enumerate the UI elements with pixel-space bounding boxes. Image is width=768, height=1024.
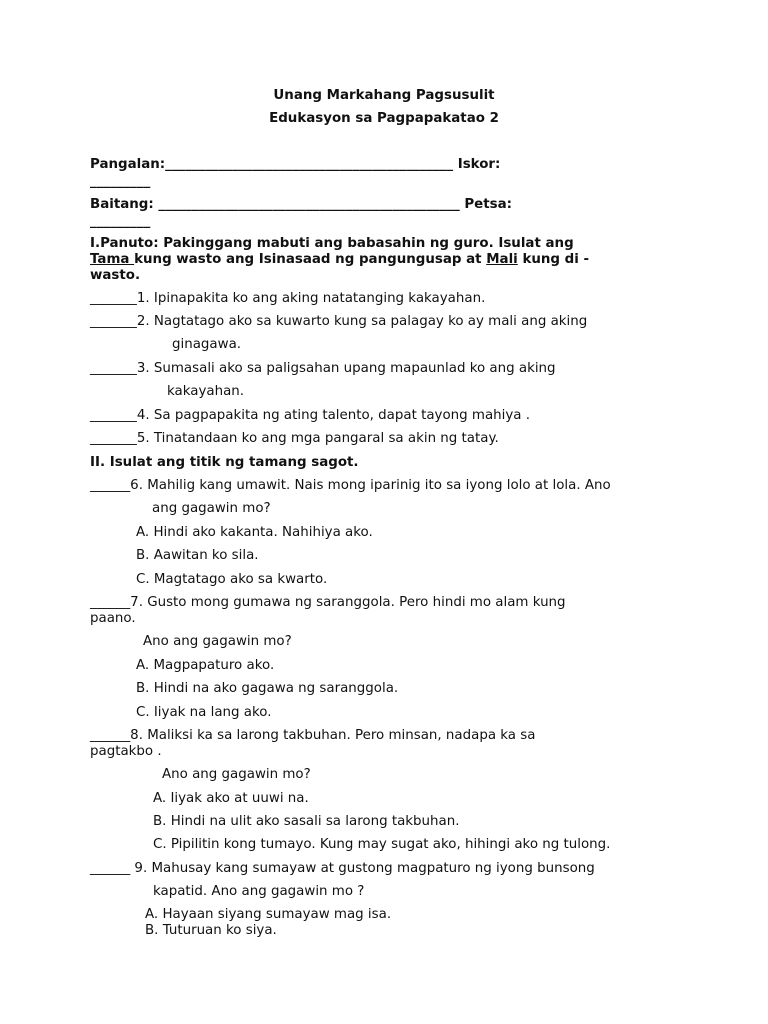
q7-option-c: C. Iiyak na lang ako. <box>136 705 272 720</box>
question-9: ______ 9. Mahusay kang sumayaw at gustong magpaturo ng iyong bunsong <box>90 861 595 876</box>
item-4: _______4. Sa pagpapakita ng ating talento, dapat tayong mahiya . <box>90 408 531 423</box>
item-1: _______1. Ipinapakita ko ang aking natatanging kakayahan. <box>90 291 486 306</box>
item-2: _______2. Nagtatago ako sa kuwarto kung sa palagay ko ay mali ang aking <box>90 314 588 329</box>
question-7-wrap: paano. <box>90 611 136 626</box>
q8-option-a: A. Iiyak ako at uuwi na. <box>153 791 309 806</box>
baitang-field: Baitang: _____________________________________________ Petsa: <box>90 197 513 212</box>
part2-heading: II. Isulat ang titik ng tamang sagot. <box>90 455 359 470</box>
mali-keyword: Mali <box>486 252 518 267</box>
pangalan-field-continued: _________ <box>90 174 151 189</box>
instruction-mid: kung wasto ang Isinasaad ng pangungusap at <box>134 252 487 267</box>
tama-keyword: Tama <box>90 252 135 267</box>
q9-option-b: B. Tuturuan ko siya. <box>145 923 277 938</box>
question-9-continued: kapatid. Ano ang gagawin mo ? <box>153 884 365 899</box>
exam-title: Unang Markahang Pagsusulit <box>273 88 495 103</box>
question-8-continued: Ano ang gagawin mo? <box>162 767 311 782</box>
q8-option-c: C. Pipilitin kong tumayo. Kung may sugat ako, hihingi ako ng tulong. <box>153 837 611 852</box>
part1-instruction-line2 <box>90 252 589 268</box>
q7-option-b: B. Hindi na ako gagawa ng saranggola. <box>136 681 399 696</box>
item-3-continued: kakayahan. <box>167 384 245 399</box>
q9-option-a: A. Hayaan siyang sumayaw mag isa. <box>145 907 392 922</box>
item-3: _______3. Sumasali ako sa paligsahan upang mapaunlad ko ang aking <box>90 361 556 376</box>
question-8: ______8. Maliksi ka sa larong takbuhan. Pero minsan, nadapa ka sa <box>90 728 536 743</box>
q8-option-b: B. Hindi na ulit ako sasali sa larong takbuhan. <box>153 814 460 829</box>
q6-option-c: C. Magtatago ako sa kwarto. <box>136 572 328 587</box>
exam-subtitle: Edukasyon sa Pagpapakatao 2 <box>269 111 499 126</box>
baitang-field-continued: _________ <box>90 214 151 229</box>
q6-option-b: B. Aawitan ko sila. <box>136 548 259 563</box>
part1-instruction-line3: wasto. <box>90 268 141 283</box>
question-6-continued: ang gagawin mo? <box>152 501 271 516</box>
question-8-wrap: pagtakbo . <box>90 744 162 759</box>
question-7: ______7. Gusto mong gumawa ng saranggola. Pero hindi mo alam kung <box>90 595 566 610</box>
instruction-end: kung di - <box>517 252 590 267</box>
pangalan-field: Pangalan:___________________________________________ Iskor: <box>90 157 501 172</box>
question-7-continued: Ano ang gagawin mo? <box>143 634 292 649</box>
q6-option-a: A. Hindi ako kakanta. Nahihiya ako. <box>136 525 373 540</box>
item-5: _______5. Tinatandaan ko ang mga pangaral sa akin ng tatay. <box>90 431 499 446</box>
item-2-continued: ginagawa. <box>172 337 242 352</box>
part1-instruction-line1: I.Panuto: Pakinggang mabuti ang babasahin ng guro. Isulat ang <box>90 236 574 251</box>
q7-option-a: A. Magpapaturo ako. <box>136 658 275 673</box>
question-6: ______6. Mahilig kang umawit. Nais mong iparinig ito sa iyong lolo at lola. Ano <box>90 478 611 493</box>
